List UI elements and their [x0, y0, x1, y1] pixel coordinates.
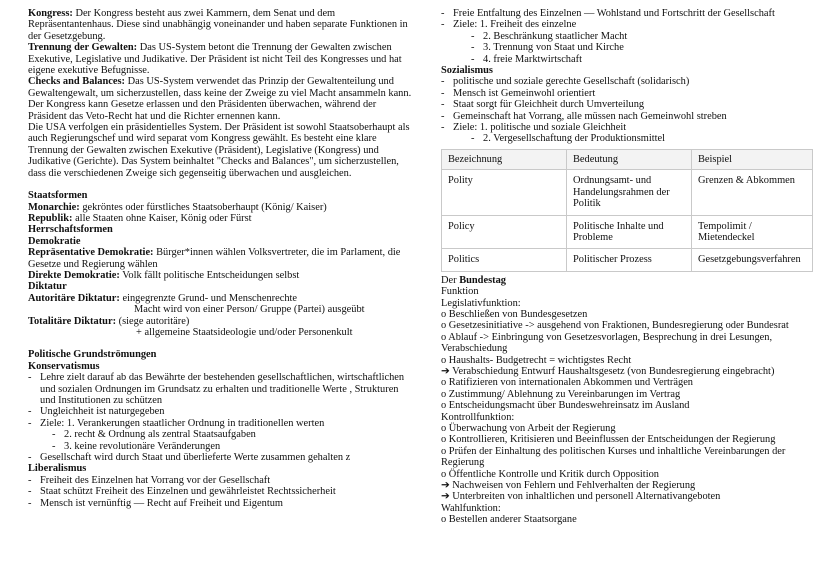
dirdem-line — [28, 270, 414, 281]
autdik-line — [28, 293, 414, 304]
bundestag-heading: Der Bundestag — [441, 274, 506, 286]
usa-paragraph: Die USA verfolgen ein präsidentielles System. Der Präsident ist sowohl Staatsoberhaupt als auch Regierungschef und wird separat vom Kongress gewählt. Es besteht eine klare Trennung der Gewalten zwischen Exekutive (Präsident), Legislative (Kongress) und Judikative (Gerichte). Das System beinhaltet "Checks and Balances", um sicherzustellen, dass die verschiedenen Zweige sich gegenseitig überwachen und ausgleichen. — [28, 122, 410, 179]
list-item: - Freie Entfaltung des Einzelnen — Wohlstand und Fortschritt der Gesellschaft — [441, 8, 775, 19]
bundestag-line: Funktion — [441, 286, 479, 298]
autdik-line2: Macht wird von einer Person/ Gruppe (Partei) ausgeübt — [134, 304, 365, 316]
list-item: - Gemeinschaft hat Vorrang, alle müssen nach Gemeinwohl streben — [441, 110, 727, 122]
table-header: Beispiel — [692, 149, 813, 169]
table-header: Bedeutung — [567, 149, 692, 169]
term: Checks and Balances: — [28, 76, 125, 88]
republik-line — [28, 213, 414, 224]
definition: Das US-System verwendet das Prinzip der Gewaltenteilung und Gewaltengewalt, um sicherzustellen, dass keine der Zweige zu viel Macht ansammeln kann. Der Kongress kann Gesetze erlassen und den Präsidenten überwachen, während der Präsident das Veto-Recht hat und die Richter ernennen kann. — [28, 76, 412, 122]
table-cell: Politischer Prozess — [567, 249, 692, 271]
bundestag-line: Legislativfunktion: — [441, 297, 521, 309]
table-cell: Ordnungsamt- und Handelungsrahmen der Politik — [567, 170, 692, 215]
left-column — [28, 8, 414, 509]
term: Totalitäre Diktatur: — [28, 315, 117, 327]
list-item: - Mensch ist Gemeinwohl orientiert — [441, 87, 596, 99]
list-item: - Staat schützt Freiheit des Einzelnen und gewährleistet Rechtssicherheit — [28, 486, 336, 498]
sub-list-item: - 4. freie Marktwirtschaft — [471, 53, 582, 65]
table-cell: Grenzen & Abkommen — [692, 170, 813, 215]
diktatur-heading: Diktatur — [28, 281, 67, 293]
definition: Bürger*innen wählen Volksvertreter, die im Parlament, die Gesetze und Regierung wählen — [28, 247, 401, 270]
term: Repräsentative Demokratie: — [28, 247, 154, 259]
list-item: - Ungleichheit ist naturgegeben — [28, 406, 165, 418]
term: Trennung der Gewalten: — [28, 42, 138, 54]
bundestag-line: ➔ Nachweisen von Fehlern und Fehlverhalten der Regierung — [441, 480, 696, 492]
table-cell: Policy — [442, 215, 567, 249]
sub-list-item: - 3. Trennung von Staat und Kirche — [471, 42, 624, 54]
grundstroemungen-heading: Politische Grundströmungen — [28, 349, 157, 361]
list-item: - Ziele: 1. Freiheit des einzelne — [441, 19, 577, 31]
list-item: - politische und soziale gerechte Gesellschaft (solidarisch) — [441, 76, 690, 88]
kongress-paragraph — [28, 8, 414, 42]
table-row — [442, 249, 813, 271]
bundestag-line: o Beschließen von Bundesgesetzen — [441, 308, 588, 320]
herrschaftsformen-heading: Herrschaftsformen — [28, 224, 113, 236]
definition: alle Staaten ohne Kaiser, König oder Fürst — [72, 212, 252, 224]
totdik-line — [28, 316, 414, 327]
trennung-paragraph — [28, 42, 414, 76]
term: Autoritäre Diktatur: — [28, 292, 120, 304]
bundestag-line: o Entscheidungsmacht über Bundeswehreinsatz im Ausland — [441, 400, 690, 412]
bundestag-line: o Gesetzesinitiative -> ausgehend von Fraktionen, Bundesregierung oder Bundesrat — [441, 320, 789, 332]
bundestag-line: o Überwachung von Arbeit der Regierung — [441, 423, 616, 434]
term: Kongress: — [28, 8, 73, 19]
table-cell: Gesetzgebungsverfahren — [692, 249, 813, 271]
list-item: - Freiheit des Einzelnen hat Vorrang vor der Gesellschaft — [28, 474, 271, 486]
definition: Volk fällt politische Entscheidungen selbst — [119, 269, 300, 281]
list-item: - Ziele: 1. politische und soziale Gleichheit — [441, 122, 627, 134]
table-row — [442, 170, 813, 215]
repdem-line — [28, 247, 414, 270]
sub-list-item: - 2. Beschränkung staatlicher Macht — [471, 30, 628, 42]
table-cell: Politics — [442, 249, 567, 271]
definition: Das US-System betont die Trennung der Gewalten zwischen Exekutive, Legislative und Judikative. Der Präsident ist nicht Teil des Kongresses und hat eigene exekutive Befugnisse. — [28, 42, 402, 77]
bundestag-line: o Öffentliche Kontrolle und Kritik durch Opposition — [441, 468, 659, 480]
list-item: - Ziele: 1. Verankerungen staatlicher Ordnung in traditionellen werten — [28, 417, 325, 429]
term: Republik: — [28, 212, 73, 224]
sozialismus-heading: Sozialismus — [441, 65, 493, 77]
table-header-row — [442, 149, 813, 169]
politik-dimensions-table — [441, 149, 813, 272]
list-item: - Staat sorgt für Gleichheit durch Umverteilung — [441, 99, 645, 111]
sub-list-item: - 3. keine revolutionäre Veränderungen — [52, 440, 221, 452]
table-header: Bezeichnung — [442, 149, 567, 169]
totdik-line2: + allgemeine Staatsideologie und/oder Personenkult — [136, 326, 353, 338]
list-item: - Mensch ist vernünftig — Recht auf Freiheit und Eigentum — [28, 497, 283, 509]
demokratie-heading: Demokratie — [28, 235, 81, 247]
table-row — [442, 215, 813, 249]
bundestag-line: o Ablauf -> Einbringung von Gesetzesvorlagen, Besprechung in drei Lesungen, Verabschiedung — [441, 331, 773, 355]
bundestag-line: Kontrollfunktion: — [441, 411, 515, 423]
bundestag-line: Wahlfunktion: — [441, 502, 501, 514]
definition: gekröntes oder fürstliches Staatsoberhaupt (König/ Kaiser) — [79, 201, 327, 213]
staatsformen-heading: Staatsformen — [28, 190, 88, 202]
konservatismus-heading: Konservatismus — [28, 360, 100, 372]
table-cell: Tempolimit / Mietendeckel — [692, 215, 813, 249]
bundestag-line: o Ratifizieren von internationalen Abkommen und Verträgen — [441, 377, 693, 389]
bundestag-line: o Haushalts- Budgetrecht = wichtigstes Recht — [441, 354, 632, 366]
bundestag-line: o Prüfen der Einhaltung des politischen Kurses und inhaltliche Vereinbarungen der Regierung — [441, 445, 786, 469]
sub-list-item: - 2. Vergesellschaftung der Produktionsmittel — [471, 133, 666, 145]
definition: eingegrenzte Grund- und Menschenrechte — [119, 292, 298, 304]
table-cell: Polity — [442, 170, 567, 215]
sub-list-item: - 2. recht & Ordnung als zentral Staatsaufgaben — [52, 429, 256, 441]
bundestag-line: o Zustimmung/ Ablehnung zu Vereinbarungen im Vertrag — [441, 388, 681, 400]
liberalismus-heading: Liberalismus — [28, 463, 87, 475]
bundestag-line: o Kontrollieren, Kritisieren und Beeinflussen der Entscheidungen der Regierung — [441, 434, 776, 446]
list-item: - Lehre zielt darauf ab das Bewährte der bestehenden gesellschaftlichen, wirtschaftlichen und sozialen Ordnungen im Grundsatz zu erhalten und traditionelle Werte , Strukturen und Institutionen zu schützen — [28, 372, 405, 406]
right-column — [441, 8, 813, 526]
list-item: - Gesellschaft wird durch Staat und überlieferte Werte zusammen gehalten z — [28, 452, 351, 464]
table-cell: Politische Inhalte und Probleme — [567, 215, 692, 249]
bundestag-line: ➔ Verabschiedung Entwurf Haushaltsgesetz (von Bundesregierung eingebracht) — [441, 365, 775, 377]
definition: (siege autoritäre) — [116, 315, 190, 327]
term: Monarchie: — [28, 201, 80, 213]
definition: Der Kongress besteht aus zwei Kammern, dem Senat und dem Repräsentantenhaus. Diese sind unabhängig voneinander und haben separate Funktionen in der Gesetzgebung. — [28, 8, 408, 42]
bundestag-line: ➔ Unterbreiten von inhaltlichen und personell Alternativangeboten — [441, 491, 721, 503]
bundestag-line: o Bestellen anderer Staatsorgane — [441, 514, 577, 526]
checks-paragraph — [28, 76, 414, 122]
term: Direkte Demokratie: — [28, 269, 120, 281]
monarchie-line — [28, 202, 414, 213]
